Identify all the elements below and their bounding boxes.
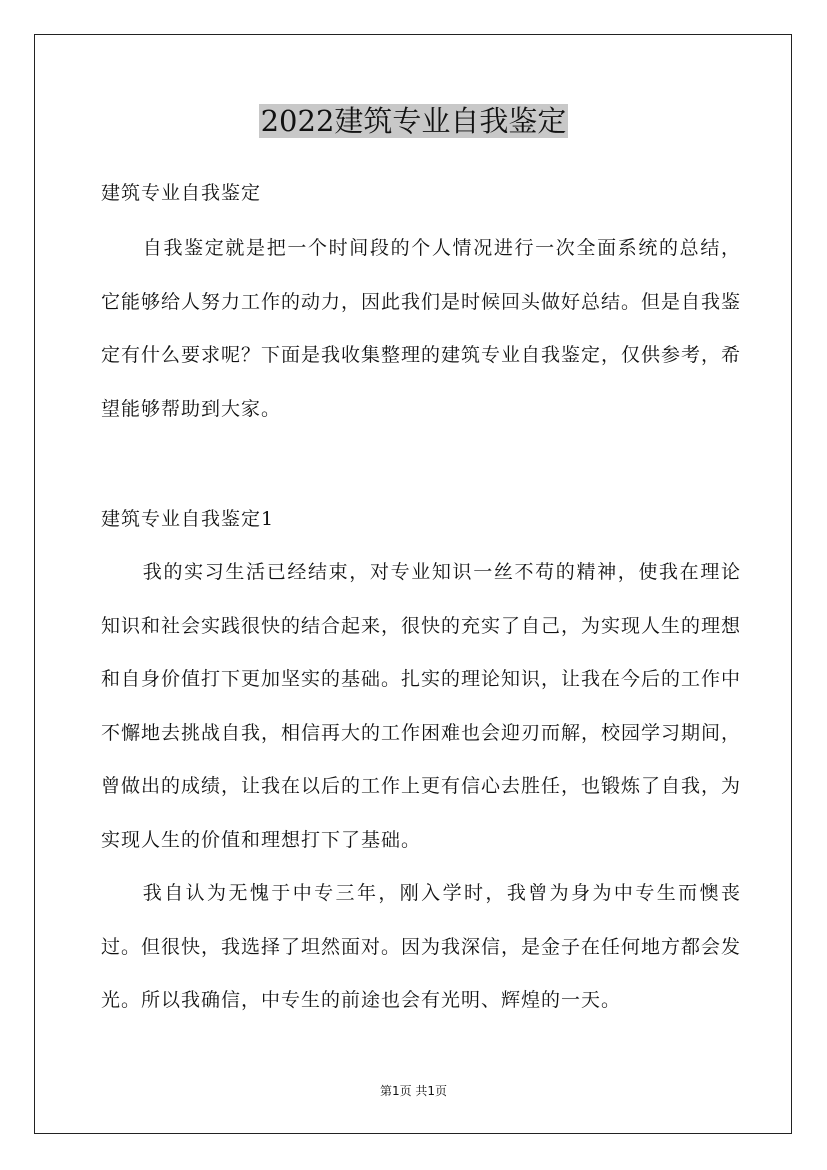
page-number-footer: 第1页 共1页 — [379, 1084, 448, 1098]
intro-paragraph: 自我鉴定就是把一个时间段的个人情况进行一次全面系统的总结，它能够给人努力工作的动力，因此我们是时候回头做好总结。但是自我鉴定有什么要求呢？下面是我收集整理的建筑专业自我鉴定，仅供参考，希望能够帮助到大家。 — [101, 237, 742, 420]
intro-section — [101, 222, 741, 436]
document-title — [0, 100, 827, 142]
intro-heading: 建筑专业自我鉴定 — [101, 182, 262, 204]
section1-paragraph-1: 我的实习生活已经结束，对专业知识一丝不苟的精神，使我在理论知识和社会实践很快的结合起来，很快的充实了自己，为实现人生的理想和自身价值打下更加坚实的基础。扎实的理论知识，让我在今后的工作中不懈地去挑战自我，相信再大的工作困难也会迎刃而解，校园学习期间，曾做出的成绩，让我在以后的工作上更有信心去胜任，也锻炼了自我，为实现人生的价值和理想打下了基础。 — [101, 561, 742, 851]
section1-body — [101, 546, 741, 1028]
document-title-text: 2022建筑专业自我鉴定 — [260, 104, 567, 138]
section1-paragraph-2: 我自认为无愧于中专三年，刚入学时，我曾为身为中专生而懊丧过。但很快，我选择了坦然面对。因为我深信，是金子在任何地方都会发光。所以我确信，中专生的前途也会有光明、辉煌的一天。 — [101, 882, 742, 1011]
section1-heading: 建筑专业自我鉴定1 — [101, 508, 275, 530]
